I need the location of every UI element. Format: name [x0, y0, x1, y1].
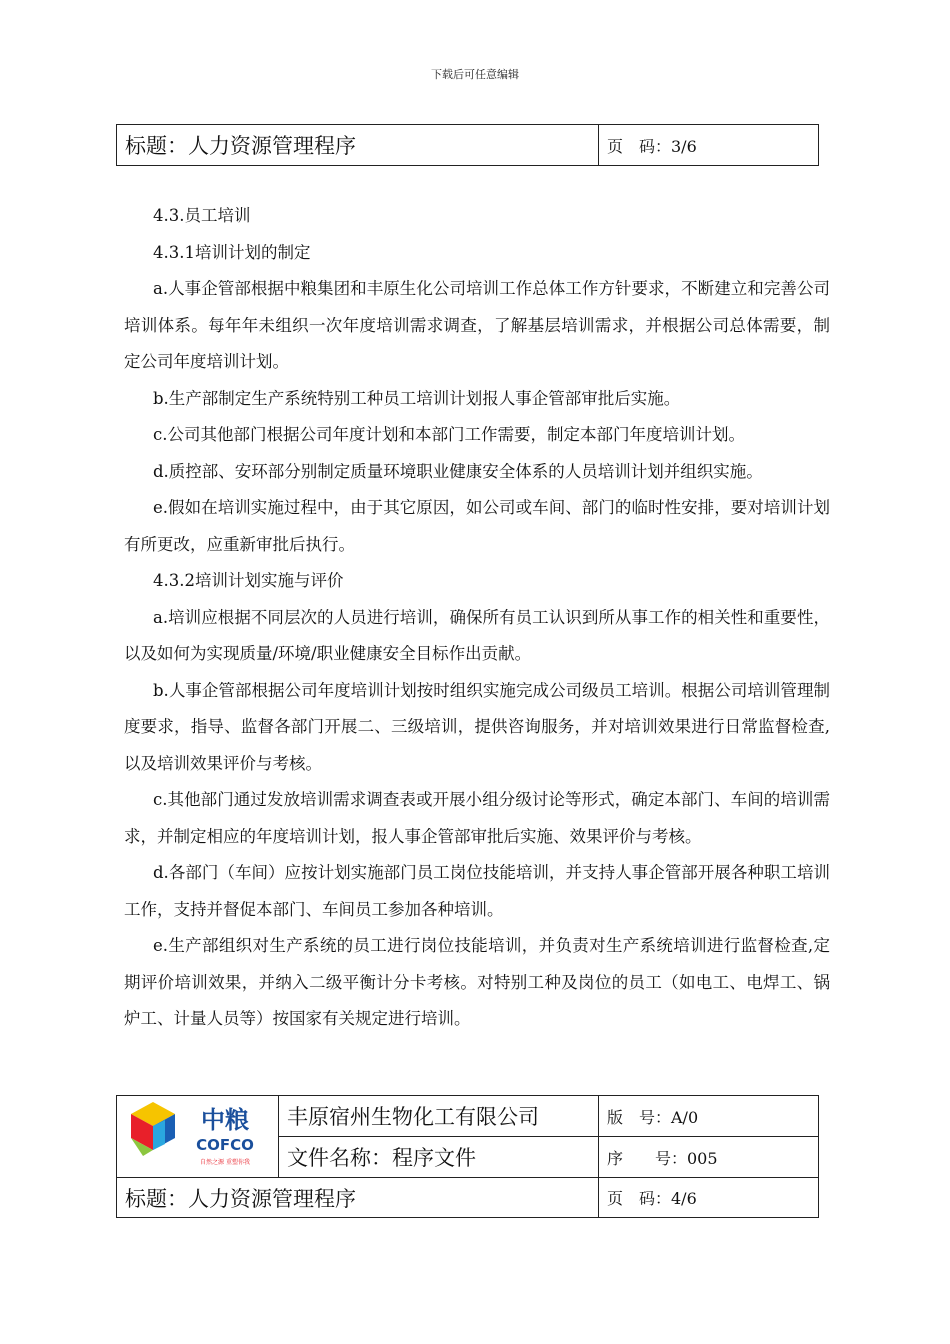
- cofco-logo: [123, 1098, 273, 1172]
- paragraph: c.公司其他部门根据公司年度计划和本部门工作需要，制定本部门年度培训计划。: [153, 425, 745, 444]
- file-name: 文件名称：程序文件: [279, 1137, 599, 1178]
- header-table-bottom: [116, 1095, 819, 1218]
- paragraph: d.各部门（车间）应按计划实施部门员工岗位技能培训，并支持人事企管部开展各种职工培训工作，支持并督促本部门、车间员工参加各种培训。: [124, 863, 830, 919]
- top-note: 下载后可任意编辑: [431, 68, 519, 81]
- paragraph: e.假如在培训实施过程中，由于其它原因，如公司或车间、部门的临时性安排，要对培训计划有所更改，应重新审批后执行。: [124, 498, 830, 554]
- section-heading: 4.3.员工培训: [153, 206, 251, 225]
- paragraph: a.人事企管部根据中粮集团和丰原生化公司培训工作总体工作方针要求，不断建立和完善公司培训体系。每年年未组织一次年度培训需求调查，了解基层培训需求，并根据公司总体需要，制定公司年度培训计划。: [124, 279, 830, 371]
- company-name: 丰原宿州生物化工有限公司: [279, 1096, 599, 1137]
- page-number: 页 码：3/6: [599, 125, 819, 166]
- logo-brand-cn: 中粮: [200, 1105, 249, 1134]
- logo-brand-en: COFCO: [195, 1135, 254, 1154]
- document-body: [124, 198, 830, 1038]
- logo-cell: [117, 1096, 279, 1178]
- doc-title: 标题：人力资源管理程序: [117, 1178, 599, 1218]
- logo-slogan: 自然之源 重塑你我: [199, 1158, 250, 1166]
- subsection-heading: 4.3.2培训计划实施与评价: [153, 571, 344, 590]
- paragraph: c.其他部门通过发放培训需求调查表或开展小组分级讨论等形式，确定本部门、车间的培训需求，并制定相应的年度培训计划，报人事企管部审批后实施、效果评价与考核。: [124, 790, 830, 846]
- version-number: 版 号：A/0: [599, 1096, 819, 1137]
- subsection-heading: 4.3.1培训计划的制定: [153, 242, 311, 262]
- paragraph: d.质控部、安环部分别制定质量环境职业健康安全体系的人员培训计划并组织实施。: [153, 461, 763, 481]
- doc-title: 标题：人力资源管理程序: [117, 125, 599, 166]
- paragraph: a.培训应根据不同层次的人员进行培训，确保所有员工认识到所从事工作的相关性和重要性，以及如何为实现质量/环境/职业健康安全目标作出贡献。: [124, 607, 830, 663]
- serial-number: 序 号：005: [599, 1137, 819, 1178]
- paragraph: b.人事企管部根据公司年度培训计划按时组织实施完成公司级员工培训。根据公司培训管理制度要求，指导、监督各部门开展二、三级培训，提供咨询服务，并对培训效果进行日常监督检查,以及培训效果评价与考核。: [124, 680, 830, 773]
- paragraph: e.生产部组织对生产系统的员工进行岗位技能培训，并负责对生产系统培训进行监督检查,定期评价培训效果，并纳入二级平衡计分卡考核。对特别工种及岗位的员工（如电工、电焊工、锅炉工、计量人员等）按国家有关规定进行培训。: [124, 936, 830, 1028]
- paragraph: b.生产部制定生产系统特别工种员工培训计划报人事企管部审批后实施。: [153, 388, 681, 408]
- page-number: 页 码：4/6: [599, 1178, 819, 1218]
- header-table-top: [116, 124, 819, 166]
